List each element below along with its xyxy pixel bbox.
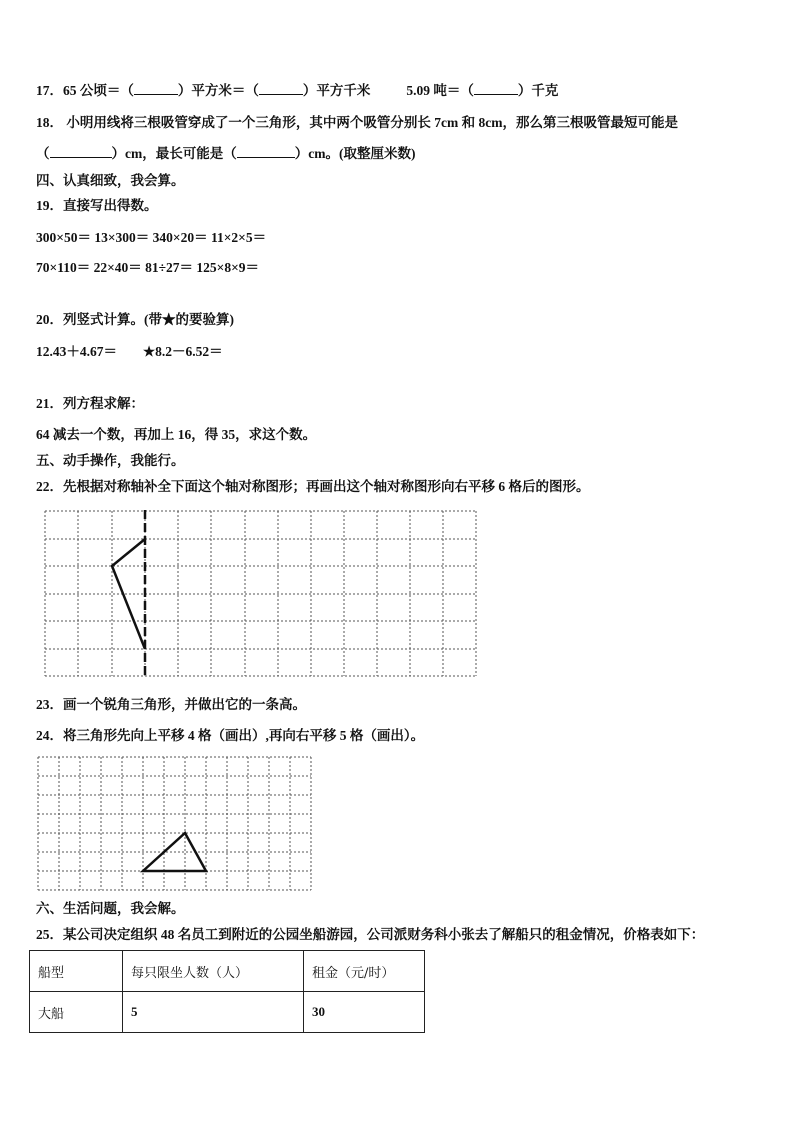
table-header-row xyxy=(30,951,425,992)
question-20-expr-1: 12.43＋4.67＝ xyxy=(36,344,117,359)
question-17-text-5: ）千克 xyxy=(517,83,559,98)
answer-blank[interactable] xyxy=(259,82,303,95)
question-19-title: 19．直接写出得数。 xyxy=(36,198,158,213)
answer-blank[interactable] xyxy=(237,145,295,158)
half-triangle xyxy=(112,539,145,649)
question-18-text-2: ）cm。(取整厘米数) xyxy=(294,146,416,161)
table-row xyxy=(30,992,425,1033)
question-19-row-2: 70×110＝ 22×40＝ 81÷27＝ 125×8×9＝ xyxy=(36,260,260,275)
question-17-text-3: ）平方千米 xyxy=(302,83,371,98)
question-21-body: 64 减去一个数，再加上 16，得 35，求这个数。 xyxy=(36,427,317,442)
question-25-title: 25．某公司决定组织 48 名员工到附近的公园坐船游园，公司派财务科小张去了解船只的租金情况，价格表如下： xyxy=(36,927,705,942)
table-header-cell: 租金（元/时） xyxy=(304,951,425,992)
translation-grid[interactable] xyxy=(37,756,313,892)
question-18-open: （ xyxy=(36,146,50,161)
question-17 xyxy=(36,82,558,100)
answer-blank[interactable] xyxy=(50,145,112,158)
table-cell: 5 xyxy=(123,992,304,1033)
question-20-expressions xyxy=(36,343,223,361)
answer-blank[interactable] xyxy=(134,82,178,95)
question-18-line-1: 18． 小明用线将三根吸管穿成了一个三角形，其中两个吸管分别长 7cm 和 8cm，那么第三根吸管最短可能是 xyxy=(36,115,678,130)
answer-blank[interactable] xyxy=(474,82,518,95)
table-header-cell: 每只限坐人数（人） xyxy=(123,951,304,992)
section-5-heading: 五、动手操作，我能行。 xyxy=(36,453,185,468)
section-4-heading: 四、认真细致，我会算。 xyxy=(36,173,185,188)
table-header-cell: 船型 xyxy=(30,951,123,992)
section-6-heading: 六、生活问题，我会解。 xyxy=(36,901,185,916)
grid-lines xyxy=(45,511,476,676)
table-cell: 30 xyxy=(304,992,425,1033)
question-17-text-1: 65 公顷＝（ xyxy=(63,83,134,98)
question-17-number: 17． xyxy=(36,83,63,98)
question-22-title: 22．先根据对称轴补全下面这个轴对称图形；再画出这个轴对称图形向右平移 6 格后的图形。 xyxy=(36,479,590,494)
question-23-title: 23．画一个锐角三角形，并做出它的一条高。 xyxy=(36,697,306,712)
question-18-text-1: ）cm，最长可能是（ xyxy=(111,146,237,161)
question-20-expr-2: ★8.2－6.52＝ xyxy=(143,344,223,359)
question-18-line-2 xyxy=(36,145,415,163)
question-19-row-1: 300×50＝ 13×300＝ 340×20＝ 11×2×5＝ xyxy=(36,230,267,245)
table-cell: 大船 xyxy=(30,992,123,1033)
question-24-title: 24．将三角形先向上平移 4 格（画出）,再向右平移 5 格（画出）。 xyxy=(36,728,425,743)
price-table xyxy=(29,950,425,1033)
question-17-text-4: 5.09 吨＝（ xyxy=(406,83,474,98)
question-21-title: 21．列方程求解： xyxy=(36,396,144,411)
question-20-title: 20．列竖式计算。(带★的要验算) xyxy=(36,312,234,327)
symmetry-grid[interactable] xyxy=(44,510,478,680)
question-17-text-2: ）平方米＝（ xyxy=(177,83,259,98)
